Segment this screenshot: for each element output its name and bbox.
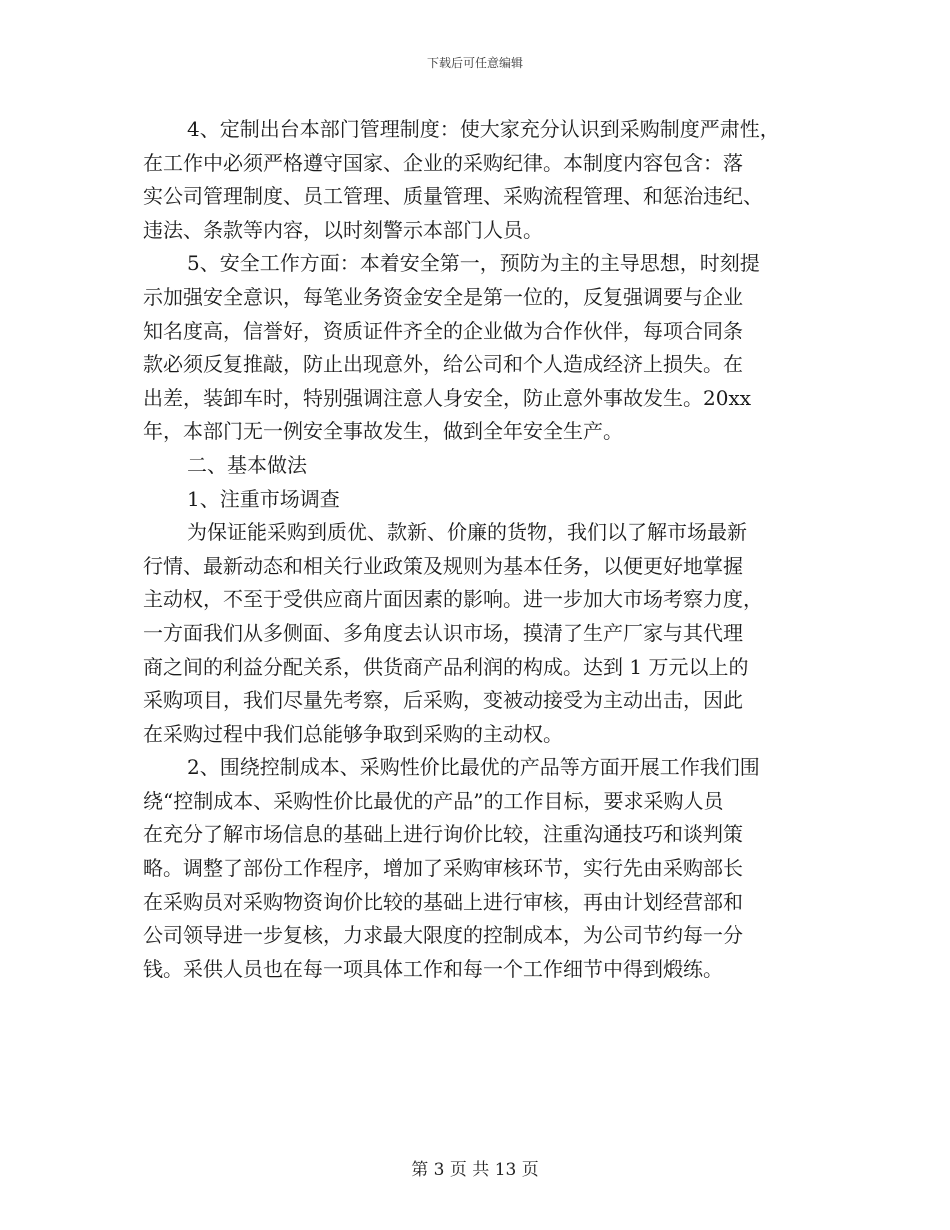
text-line: 实公司管理制度、员工管理、质量管理、采购流程管理、和惩治违纪、	[143, 184, 763, 209]
text-line: 二、基本做法	[187, 452, 307, 477]
text-line: 为保证能采购到质优、款新、价廉的货物，我们以了解市场最新	[187, 520, 747, 545]
text-line: 采购项目，我们尽量先考察，后采购，变被动接受为主动出击，因此	[143, 688, 743, 713]
text-line: 在采购员对采购物资询价比较的基础上进行审核，再由计划经营部和	[143, 889, 743, 914]
text-line: 1、注重市场调查	[187, 486, 340, 511]
text-line: 在充分了解市场信息的基础上进行询价比较，注重沟通技巧和谈判策	[143, 822, 743, 847]
page-header: 下载后可任意编辑	[426, 56, 523, 70]
text-line: 2、围绕控制成本、采购性价比最优的产品等方面开展工作我们围	[187, 755, 760, 780]
text-line: 在采购过程中我们总能够争取到采购的主动权。	[143, 721, 563, 746]
document-body	[143, 113, 813, 986]
text-line: 违法、条款等内容，以时刻警示本部门人员。	[143, 217, 543, 242]
text-line: 知名度高，信誉好，资质证件齐全的企业做为合作伙伴，每项合同条	[143, 318, 743, 343]
text-line: 商之间的利益分配关系，供货商产品利润的构成。达到 1 万元以上的	[143, 654, 749, 679]
text-line: 主动权，不至于受供应商片面因素的影响。进一步加大市场考察力度，	[143, 587, 763, 612]
text-line: 款必须反复推敲，防止出现意外，给公司和个人造成经济上损失。在	[143, 352, 743, 377]
text-line: 一方面我们从多侧面、多角度去认识市场，摸清了生产厂家与其代理	[143, 620, 743, 645]
text-line: 4、定制出台本部门管理制度：使大家充分认识到采购制度严肃性，	[187, 117, 780, 141]
text-line: 出差，装卸车时，特别强调注意人身安全，防止意外事故发生。20xx	[143, 385, 752, 410]
text-line: 公司领导进一步复核，力求最大限度的控制成本，为公司节约每一分	[143, 923, 743, 948]
text-line: 行情、最新动态和相关行业政策及规则为基本任务，以便更好地掌握	[143, 553, 743, 578]
page-number-footer: 第 3 页 共 13 页	[411, 1160, 539, 1180]
text-line: 绕“控制成本、采购性价比最优的产品”的工作目标，要求采购人员	[143, 788, 724, 813]
text-line: 在工作中必须严格遵守国家、企业的采购纪律。本制度内容包含：落	[143, 150, 743, 175]
text-line: 钱。采供人员也在每一项具体工作和每一个工作细节中得到煅练。	[143, 956, 723, 981]
text-line: 年，本部门无一例安全事故发生，做到全年安全生产。	[143, 419, 623, 444]
text-line: 示加强安全意识，每笔业务资金安全是第一位的，反复强调要与企业	[143, 284, 743, 309]
text-line: 5、安全工作方面：本着安全第一，预防为主的主导思想，时刻提	[187, 251, 760, 276]
text-line: 略。调整了部份工作程序，增加了采购审核环节，实行先由采购部长	[143, 856, 743, 881]
